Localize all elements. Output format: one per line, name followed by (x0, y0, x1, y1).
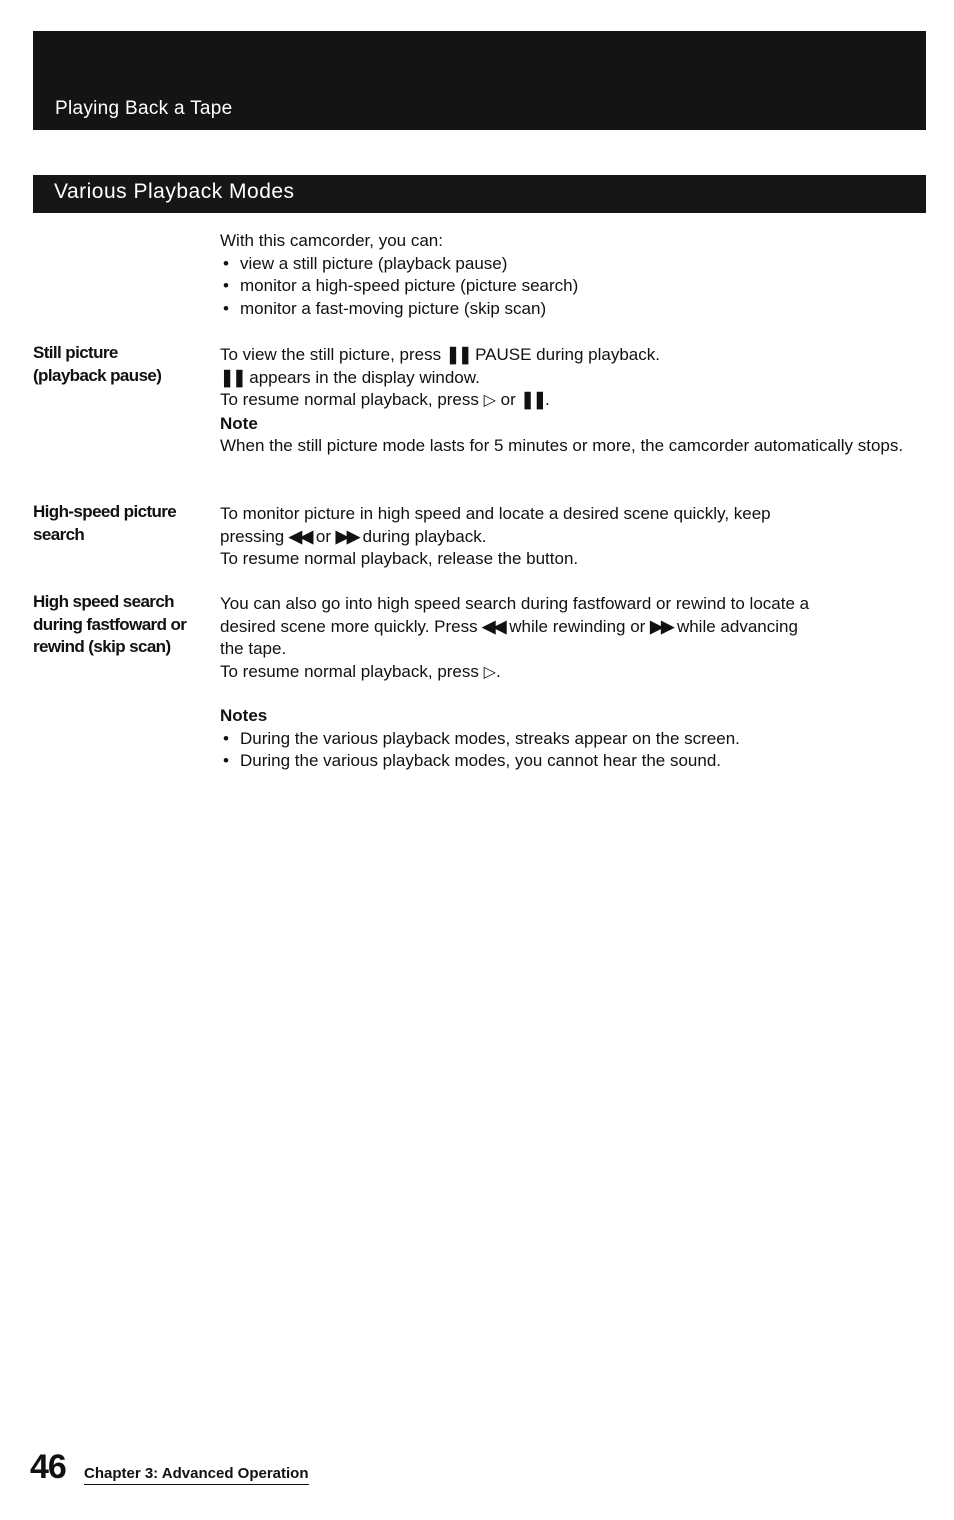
still-text: . (545, 390, 550, 410)
skip-text: desired scene more quickly. Press (220, 616, 478, 636)
search-label (33, 501, 213, 546)
skip-text: To resume normal playback, press (220, 661, 479, 681)
still-text: To resume normal playback, press (220, 390, 479, 410)
intro-item: • monitor a high-speed picture (picture search) (220, 275, 920, 298)
search-text: during playback. (362, 526, 487, 546)
still-text: or (500, 390, 516, 410)
still-line-1 (220, 344, 920, 367)
skip-text: . (495, 661, 501, 681)
still-text: appears in the display window. (249, 367, 480, 387)
still-text: To view the still picture, press (220, 345, 442, 364)
intro-item: • view a still picture (playback pause) (220, 253, 920, 276)
notes-item: • During the various playback modes, streaks appear on the screen. (220, 728, 920, 751)
search-text: or (315, 526, 332, 546)
skip-label-line: High speed search (33, 592, 174, 611)
skip-label-line: during fastfoward or (33, 614, 187, 634)
pause-icon: ❚❚ (220, 367, 245, 387)
play-icon: ▷ (483, 392, 496, 410)
still-line-3 (220, 389, 920, 413)
skip-line-4 (220, 661, 920, 685)
intro-list (220, 253, 920, 321)
rewind-icon: ◀◀ (482, 616, 505, 636)
intro-block (220, 230, 920, 320)
still-note-title: Note (220, 413, 258, 433)
skip-block (220, 593, 920, 684)
skip-label-line: rewind (skip scan) (33, 637, 171, 657)
skip-label (33, 591, 213, 659)
intro-item: • monitor a fast-moving picture (skip scan) (220, 298, 920, 321)
still-label-line: (playback pause) (33, 365, 162, 385)
skip-text: while rewinding or (509, 616, 646, 636)
skip-line-1: You can also go into high speed search during fastfoward or rewind to locate a (220, 594, 810, 613)
search-text: pressing (220, 526, 285, 546)
pause-icon: ❚❚ (445, 345, 471, 364)
skip-line-2 (220, 616, 920, 639)
search-line-2 (220, 526, 920, 549)
fast-forward-icon: ▶▶ (335, 526, 358, 546)
search-label-line: High-speed picture (33, 502, 177, 521)
still-text: PAUSE during playback. (475, 345, 660, 364)
footer-chapter: Chapter 3: Advanced Operation (84, 1465, 309, 1485)
section-banner (33, 175, 926, 213)
section-title: Various Playback Modes (54, 180, 295, 203)
header-title: Playing Back a Tape (55, 98, 233, 119)
search-block (220, 503, 920, 571)
play-icon: ▷ (483, 663, 496, 681)
notes-list (220, 728, 920, 773)
still-label-line: Still picture (33, 343, 118, 362)
notes-block (220, 705, 920, 773)
page-number: 46 (30, 1448, 66, 1486)
search-label-line: search (33, 524, 85, 544)
search-line-1: To monitor picture in high speed and locate a desired scene quickly, keep (220, 504, 771, 523)
pause-icon: ❚❚ (520, 390, 546, 410)
notes-item: • During the various playback modes, you cannot hear the sound. (220, 750, 920, 773)
still-block (220, 344, 920, 458)
skip-line-3: the tape. (220, 639, 287, 659)
fast-forward-icon: ▶▶ (650, 616, 673, 636)
notes-title: Notes (220, 706, 268, 725)
header-banner (33, 31, 926, 130)
search-line-3: To resume normal playback, release the button. (220, 549, 579, 569)
rewind-icon: ◀◀ (289, 526, 312, 546)
still-label (33, 342, 213, 387)
still-note-text: When the still picture mode lasts for 5 minutes or more, the camcorder automatically stops. (220, 436, 904, 456)
intro-lead: With this camcorder, you can: (220, 231, 443, 250)
skip-text: while advancing (676, 616, 798, 636)
still-line-2 (220, 367, 920, 390)
